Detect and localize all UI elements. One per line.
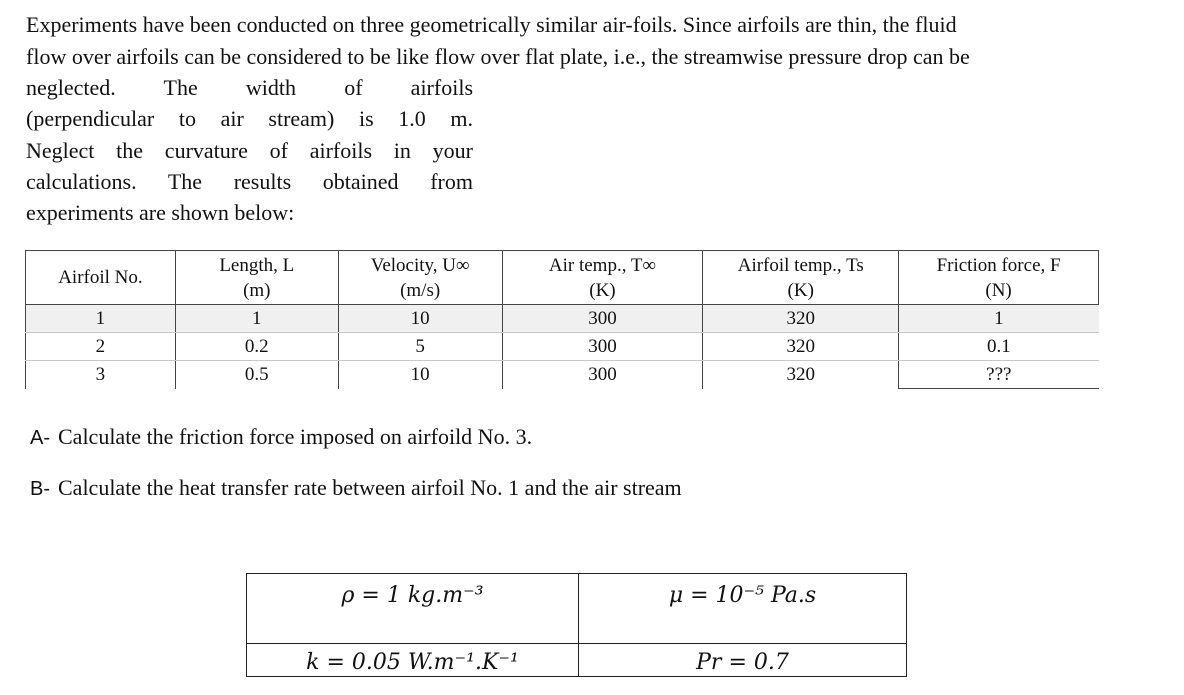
table-header-row xyxy=(26,251,1099,305)
question-a xyxy=(30,424,532,450)
table-cell: 5 xyxy=(338,333,502,361)
table-cell: ??? xyxy=(899,361,1099,389)
intro-line-5: Neglect the curvature of airfoils in your xyxy=(26,138,473,163)
table-cell: 300 xyxy=(502,361,703,389)
question-a-text: Calculate the friction force imposed on airfoild No. 3. xyxy=(58,424,533,449)
col-header-airfoil-no: Airfoil No. xyxy=(26,251,176,305)
table-cell: 300 xyxy=(502,333,703,361)
table-cell: 1 xyxy=(175,305,338,333)
intro-line-6: calculations. The results obtained from xyxy=(26,169,473,194)
table-cell: 3 xyxy=(26,361,176,389)
table-cell: 2 xyxy=(26,333,176,361)
table-cell: 320 xyxy=(703,361,899,389)
conductivity-value: k = 0.05 W.m⁻¹.K⁻¹ xyxy=(306,650,519,675)
properties-table xyxy=(246,573,907,677)
table-cell: 10 xyxy=(338,361,502,389)
table-cell: 0.1 xyxy=(899,333,1099,361)
col-header-length: Length, L (m) xyxy=(175,251,338,305)
table-cell: 1 xyxy=(899,305,1099,333)
col-header-velocity: Velocity, U∞ (m/s) xyxy=(338,251,502,305)
question-b-label: B- xyxy=(30,478,50,500)
col-header-air-temp: Air temp., T∞ (K) xyxy=(502,251,703,305)
experiment-table xyxy=(25,250,1099,389)
table-row xyxy=(26,361,1099,389)
question-b xyxy=(30,475,682,501)
question-b-text: Calculate the heat transfer rate between airfoil No. 1 and the air stream xyxy=(58,475,682,500)
table-cell: 1 xyxy=(26,305,176,333)
intro-line-2: flow over airfoils can be considered to be like flow over flat plate, i.e., the streamwise pressure drop can be xyxy=(26,44,970,69)
intro-line-4: (perpendicular to air stream) is 1.0 m. xyxy=(26,106,473,131)
question-a-label: A- xyxy=(30,427,50,449)
col-header-airfoil-temp: Airfoil temp., Ts (K) xyxy=(703,251,899,305)
viscosity-value: μ = 10⁻⁵ Pa.s xyxy=(668,583,817,608)
density-value: ρ = 1 kg.m⁻³ xyxy=(341,583,484,608)
table-row xyxy=(26,305,1099,333)
table-cell: 320 xyxy=(703,333,899,361)
intro-line-7: experiments are shown below: xyxy=(26,200,295,225)
table-cell: 0.5 xyxy=(175,361,338,389)
intro-line-3: neglected. The width of airfoils xyxy=(26,75,473,100)
prandtl-value: Pr = 0.7 xyxy=(696,650,789,675)
table-row xyxy=(26,333,1099,361)
intro-line-1: Experiments have been conducted on three geometrically similar air-foils. Since airfoils are thin, the fluid xyxy=(26,12,957,37)
table-cell: 300 xyxy=(502,305,703,333)
table-cell: 320 xyxy=(703,305,899,333)
table-cell: 0.2 xyxy=(175,333,338,361)
table-cell: 10 xyxy=(338,305,502,333)
col-header-friction-force: Friction force, F (N) xyxy=(899,251,1099,305)
